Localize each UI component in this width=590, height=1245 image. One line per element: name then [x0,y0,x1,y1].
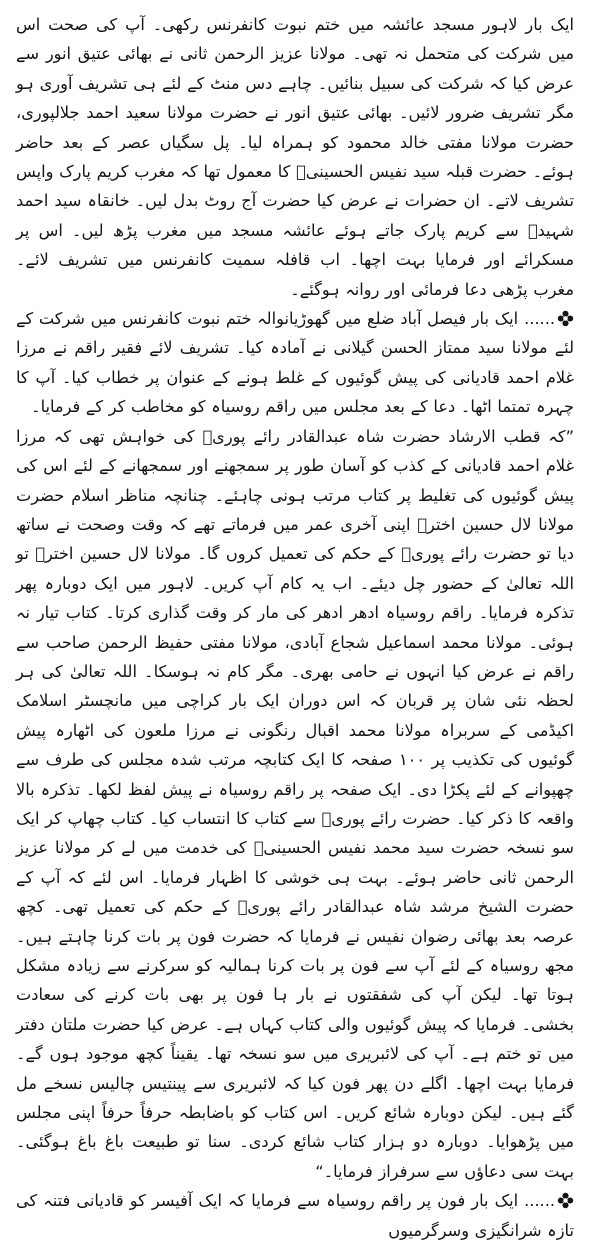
flower-bullet-icon [557,1192,574,1209]
section-lead-dots: ...... [524,1191,555,1211]
paragraph-text: ایک بار فون پر راقم روسیاہ سے فرمایا کہ ایک آفیسر کو قادیانی فتنہ کی تازہ شرانگیزی وسرگرمیوں [16,1191,574,1240]
paragraph-aisha-mosque-conference [16,10,574,304]
section-lead-dots: ...... [524,309,555,329]
paragraph-phone-call [16,1186,574,1245]
paragraph-prophecies-book [16,422,574,1187]
paragraph-text: ایک بار لاہور مسجد عائشہ میں ختم نبوت کانفرنس رکھی۔ آپ کی صحت اس میں شرکت کی متحمل نہ تھی۔ مولانا عزیز الرحمن ثانی نے بھائی عتیق انور سے عرض کیا کہ شرکت کی سبیل بنائیں۔ چاہے دس منٹ کے لئے ہی تشریف آوری ہو مگر تشریف ضرور لائیں۔ بھائی عتیق انور نے حضرت مولانا سعید احمد جلالپوری، حضرت مولانا مفتی خالد محمود کو ہمراہ لیا۔ پل سگیاں عصر کے بعد حاضر ہوئے۔ حضرت قبلہ سید نفیس الحسینیؒ کا معمول تھا کہ مغرب کریم پارک واپس تشریف لاتے۔ ان حضرات نے عرض کیا حضرت آج روٹ بدل لیں۔ خانقاہ سید احمد شہیدؒ سے کریم پارک جاتے ہوئے عائشہ مسجد میں مغرب پڑھ لیں۔ اس پر مسکرائے اور فرمایا بہت اچھا۔ اب قافلہ سمیت کانفرنس میں تشریف لائے۔ مغرب پڑھی دعا فرمائی اور روانہ ہوگئے۔ [16,15,574,299]
paragraph-text: ایک بار فیصل آباد ضلع میں گھوڑیانوالہ ختم نبوت کانفرنس میں شرکت کے لئے مولانا سید ممتاز الحسن گیلانی نے آمادہ کیا۔ تشریف لائے فقیر راقم نے مرزا غلام احمد قادیانی کی پیش گوئیوں کے غلط ہونے کے عنوان پر خطاب کیا۔ آپ کا چہرہ تمتما اٹھا۔ دعا کے بعد مجلس میں راقم روسیاہ کو مخاطب کر کے فرمایا۔ [16,309,574,417]
paragraph-faisalabad-conference [16,304,574,422]
paragraph-text: ”کہ قطب الارشاد حضرت شاہ عبدالقادر رائے پوریؒ کی خواہش تھی کہ مرزا غلام احمد قادیانی کے کذب کو آسان طور پر سمجھنے اور سمجھانے کے لئے اس کی پیش گوئیوں کی تغلیط پر کتاب مرتب ہونی چاہئے۔ چنانچہ مناظر اسلام حضرت مولانا لال حسین اخترؒ اپنی آخری عمر میں فرماتے تھے کہ وقت وصحت نے ساتھ دیا تو حضرت رائے پوریؒ کے حکم کی تعمیل کروں گا۔ مولانا لال حسین اخترؒ تو اللہ تعالیٰ کے حضور چل دیئے۔ اب یہ کام آپ کریں۔ لاہور میں ایک دوبارہ پھر تذکرہ فرمایا۔ راقم روسیاہ ادھر ادھر کی مار کر وقت گذاری کرتا۔ کتاب تیار نہ ہوئی۔ مولانا محمد اسماعیل شجاع آبادی، مولانا مفتی حفیظ الرحمن صاحب سے راقم نے عرض کیا انہوں نے حامی بھری۔ مگر کام نہ ہوسکا۔ اللہ تعالیٰ کی ہر لحظہ نئی شان پر قربان کہ اس دوران ایک بار کراچی میں مانچسٹر اسلامک اکیڈمی کے سربراہ مولانا محمد اقبال رنگونی نے مرزا ملعون کی اٹھارہ پیش گوئیوں کی تکذیب پر ۱۰۰ صفحہ کا ایک کتابچہ مرتب شدہ مجلس کی طرف سے چھپوانے کے لئے پکڑا دی۔ ایک صفحہ پر راقم روسیاہ نے پیش لفظ لکھا۔ تذکرہ بالا واقعہ کا ذکر کیا۔ حضرت رائے پوریؒ سے کتاب کا انتساب کیا۔ کتاب چھاپ کر ایک سو نسخہ حضرت سید محمد نفیس الحسینیؒ کی خدمت میں لے کر مولانا عزیز الرحمن ثانی حاضر ہوئے۔ بہت ہی خوشی کا اظہار فرمایا۔ اس لئے کہ آپ کے حضرت الشیخ مرشد شاہ عبدالقادر رائے پوریؒ کے حکم کی تعمیل تھی۔ کچھ عرصہ بعد بھائی رضوان نفیس نے فرمایا کہ حضرت فون پر بات کرنا چاہتے ہیں۔ مجھ روسیاہ کے لئے آپ سے فون پر بات کرنا ہمالیہ کو سرکرنے سے زیادہ مشکل ہوتا تھا۔ لیکن آپ کی شفقتوں نے بار ہا فون پر بھی بات کرنے کی سعادت بخشی۔ فرمایا کہ پیش گوئیوں والی کتاب کہاں ہے۔ عرض کیا حضرت ملتان دفتر میں تو ختم ہے۔ آپ کی لائبریری میں سو نسخہ تھا۔ یقیناً کچھ موجود ہوں گے۔ فرمایا بہت اچھا۔ اگلے دن پھر فون کیا کہ لائبریری سے پینتیس چالیس نسخے مل گئے ہیں۔ لیکن دوبارہ شائع کریں۔ اس کتاب کو باضابطہ حرفاً حرفاً اپنی مجلس میں پڑھوایا۔ دوبارہ دو ہزار کتاب شائع کردی۔ سنا تو طبیعت باغ باغ ہوگئی۔ بہت سی دعاؤں سے سرفراز فرمایا۔“ [16,426,574,1181]
flower-bullet-icon [557,310,574,327]
